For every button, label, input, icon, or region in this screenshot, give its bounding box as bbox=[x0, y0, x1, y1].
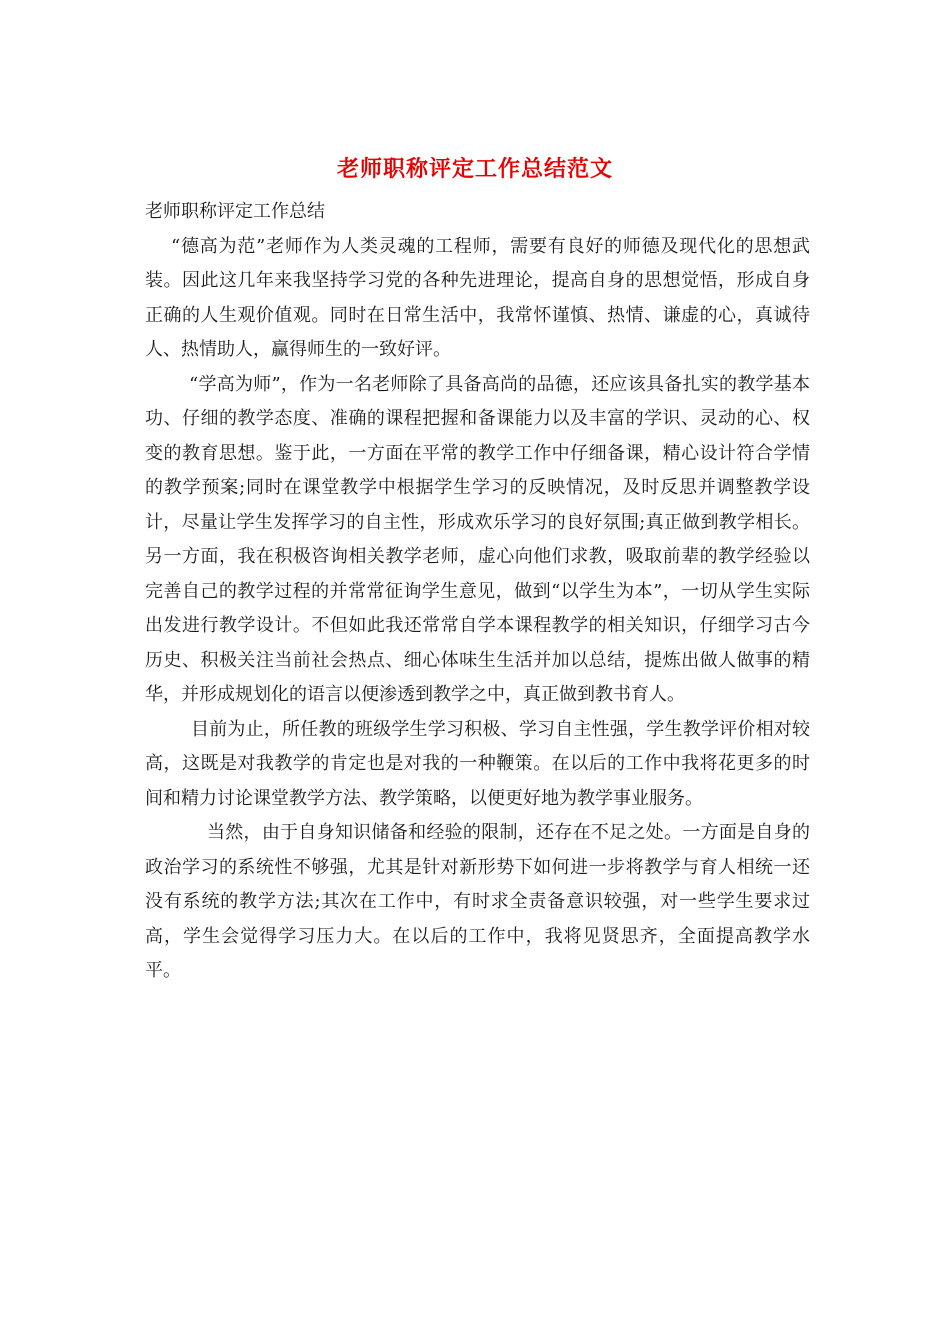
document-title: 老师职称评定工作总结范文 bbox=[336, 156, 613, 182]
document-subtitle: 老师职称评定工作总结 bbox=[145, 201, 325, 222]
document-body bbox=[145, 195, 810, 989]
paragraph-3: 目前为止，所任教的班级学生学习积极、学习自主性强，学生教学评价相对较高，这既是对我教学的肯定也是对我的一种鞭策。在以后的工作中我将花更多的时间和精力讨论课堂教学方法、教学策略，以便更好地为教学事业服务。 bbox=[145, 718, 810, 809]
paragraph-4: 当然，由于自身知识储备和经验的限制，还存在不足之处。一方面是自身的政治学习的系统性不够强，尤其是针对新形势下如何进一步将教学与育人相统一还没有系统的教学方法;其次在工作中，有时求全责备意识较强，对一些学生要求过高，学生会觉得学习压力大。在以后的工作中，我将见贤思齐，全面提高教学水平。 bbox=[145, 822, 810, 981]
paragraph-1: “德高为范”老师作为人类灵魂的工程师，需要有良好的师德及现代化的思想武装。因此这几年来我坚持学习党的各种先进理论，提高自身的思想觉悟，形成自身正确的人生观价值观。同时在日常生活中，我常怀谨慎、热情、谦虚的心，真诚待人、热情助人，赢得师生的一致好评。 bbox=[145, 235, 810, 360]
paragraph-2: “学高为师”，作为一名老师除了具备高尚的品德，还应该具备扎实的教学基本功、仔细的教学态度、准确的课程把握和备课能力以及丰富的学识、灵动的心、权变的教育思想。鉴于此，一方面在平常的教学工作中仔细备课，精心设计符合学情的教学预案;同时在课堂教学中根据学生学习的反映情况，及时反思并调整教学设计，尽量让学生发挥学习的自主性，形成欢乐学习的良好氛围;真正做到教学相长。另一方面，我在积极咨询相关教学老师，虚心向他们求教，吸取前辈的教学经验以完善自己的教学过程的并常常征询学生意见，做到“以学生为本”，一切从学生实际出发进行教学设计。不但如此我还常常自学本课程教学的相关知识，仔细学习古今历史、积极关注当前社会热点、细心体味生生活并加以总结，提炼出做人做事的精华，并形成规划化的语言以便渗透到教学之中，真正做到教书育人。 bbox=[145, 373, 810, 705]
